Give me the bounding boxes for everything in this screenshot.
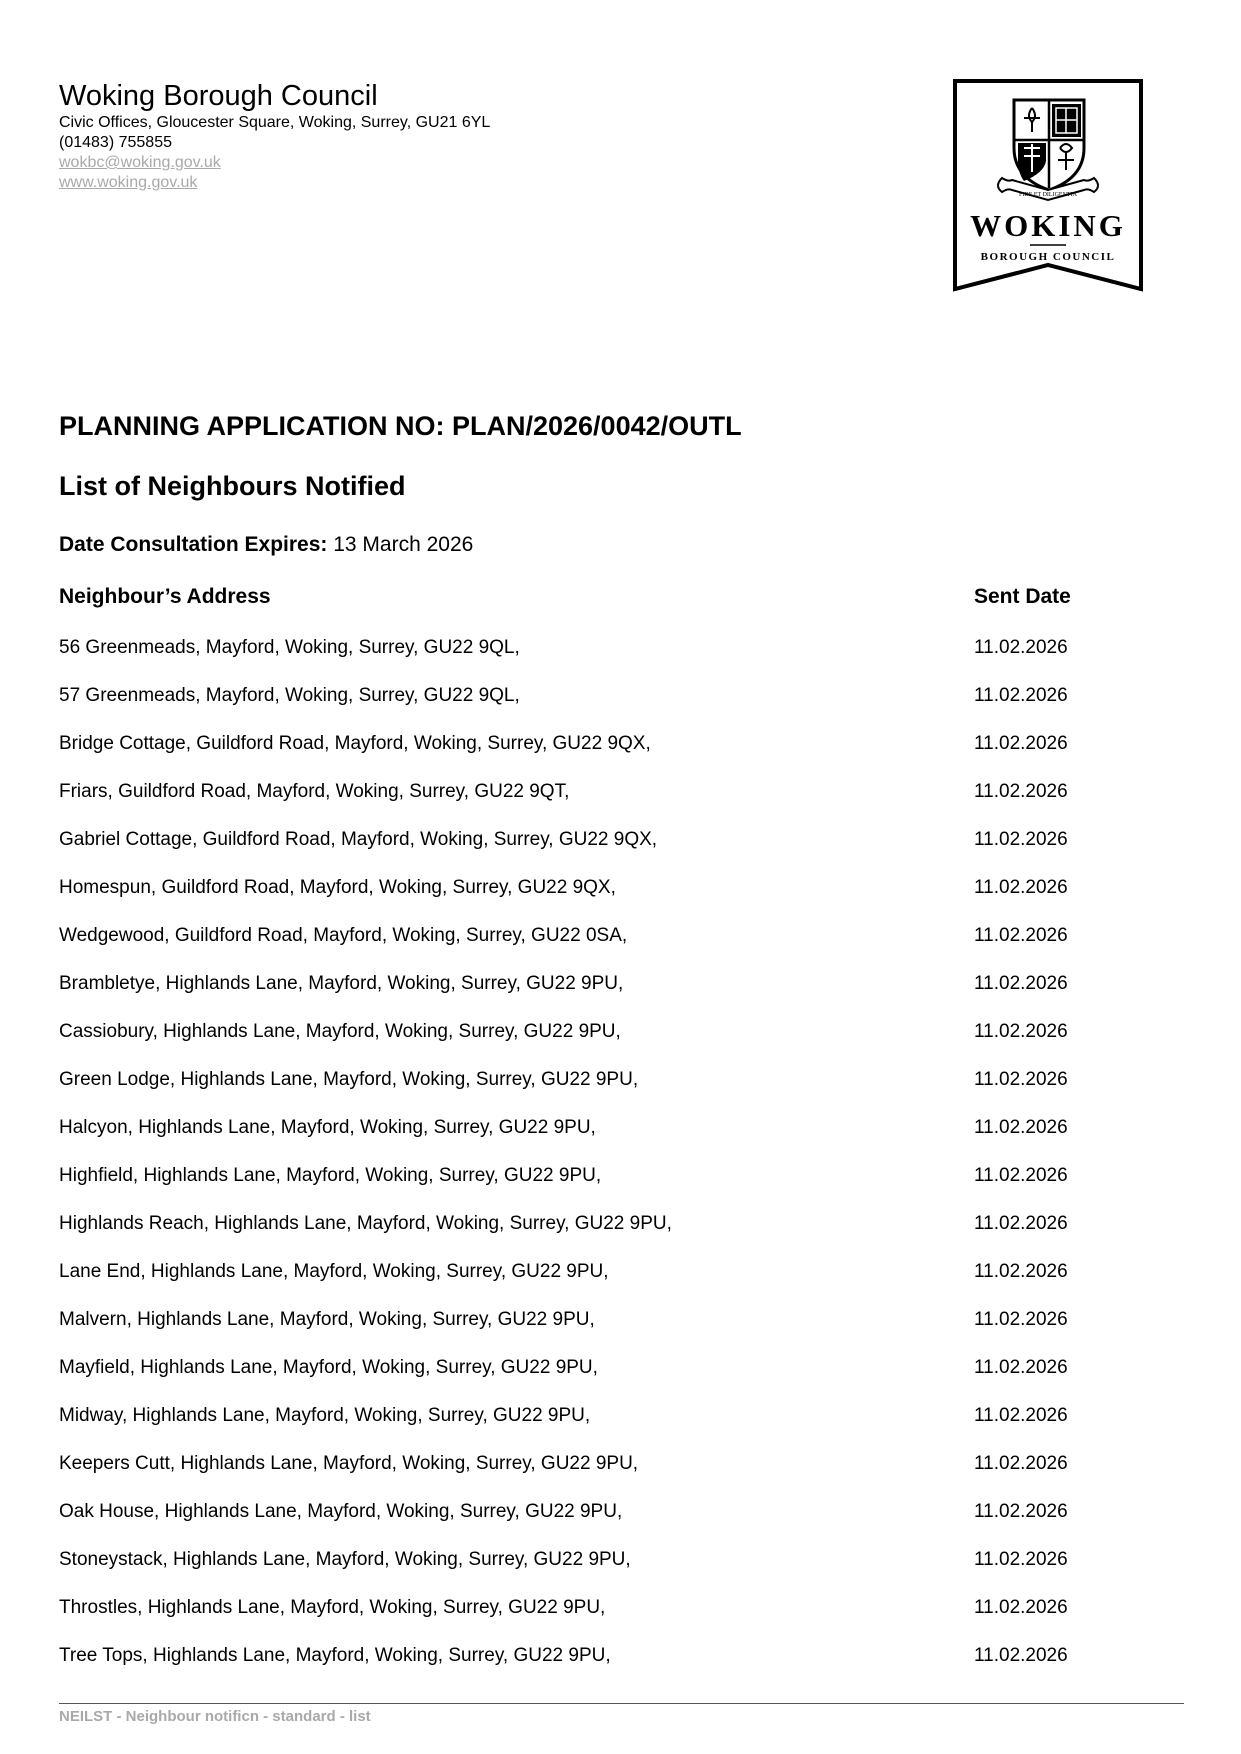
sent-date-column-header: Sent Date	[974, 585, 1071, 608]
sent-date: 11.02.2026	[974, 925, 1068, 946]
table-row	[59, 1212, 1179, 1260]
sent-date: 11.02.2026	[974, 1213, 1068, 1234]
table-row	[59, 924, 1179, 972]
table-row	[59, 1596, 1179, 1644]
neighbour-address: Homespun, Guildford Road, Mayford, Woking, Surrey, GU22 9QX,	[59, 877, 616, 898]
table-row	[59, 972, 1179, 1020]
sent-date: 11.02.2026	[974, 1309, 1068, 1330]
table-row	[59, 684, 1179, 732]
neighbour-address: Tree Tops, Highlands Lane, Mayford, Woking, Surrey, GU22 9PU,	[59, 1645, 611, 1666]
neighbour-address: Highfield, Highlands Lane, Mayford, Woking, Surrey, GU22 9PU,	[59, 1165, 602, 1186]
neighbour-address: Green Lodge, Highlands Lane, Mayford, Woking, Surrey, GU22 9PU,	[59, 1069, 639, 1090]
sent-date: 11.02.2026	[974, 1165, 1068, 1186]
sent-date: 11.02.2026	[974, 733, 1068, 754]
neighbour-address: Oak House, Highlands Lane, Mayford, Woking, Surrey, GU22 9PU,	[59, 1501, 623, 1522]
sent-date: 11.02.2026	[974, 1597, 1068, 1618]
table-row	[59, 1068, 1179, 1116]
table-row	[59, 636, 1179, 684]
table-row	[59, 1020, 1179, 1068]
sent-date: 11.02.2026	[974, 877, 1068, 898]
logo-subtitle: BOROUGH COUNCIL	[980, 251, 1116, 263]
sent-date: 11.02.2026	[974, 1453, 1068, 1474]
sent-date: 11.02.2026	[974, 1405, 1068, 1426]
table-row	[59, 1308, 1179, 1356]
neighbour-address: 57 Greenmeads, Mayford, Woking, Surrey, GU22 9QL,	[59, 685, 520, 706]
sent-date: 11.02.2026	[974, 1645, 1068, 1666]
table-row	[59, 732, 1179, 780]
neighbour-address: Gabriel Cottage, Guildford Road, Mayford, Woking, Surrey, GU22 9QX,	[59, 829, 658, 850]
council-email-link[interactable]: wokbc@woking.gov.uk	[59, 154, 221, 171]
address-column-header: Neighbour’s Address	[59, 585, 271, 608]
council-address: Civic Offices, Gloucester Square, Woking, Surrey, GU21 6YL	[59, 114, 491, 131]
neighbour-address: Midway, Highlands Lane, Mayford, Woking, Surrey, GU22 9PU,	[59, 1405, 591, 1426]
sent-date: 11.02.2026	[974, 685, 1068, 706]
neighbour-address: 56 Greenmeads, Mayford, Woking, Surrey, GU22 9QL,	[59, 637, 520, 658]
sent-date: 11.02.2026	[974, 1069, 1068, 1090]
footer-divider	[59, 1703, 1184, 1704]
council-contact-block	[59, 79, 490, 193]
council-logo	[952, 78, 1144, 296]
sent-date: 11.02.2026	[974, 1357, 1068, 1378]
neighbour-address: Highlands Reach, Highlands Lane, Mayford, Woking, Surrey, GU22 9PU,	[59, 1213, 672, 1234]
council-phone: (01483) 755855	[59, 134, 172, 151]
table-row	[59, 828, 1179, 876]
sent-date: 11.02.2026	[974, 829, 1068, 850]
neighbour-address: Stoneystack, Highlands Lane, Mayford, Woking, Surrey, GU22 9PU,	[59, 1549, 631, 1570]
council-name: Woking Borough Council	[59, 80, 378, 112]
neighbour-address: Lane End, Highlands Lane, Mayford, Woking, Surrey, GU22 9PU,	[59, 1261, 609, 1282]
sent-date: 11.02.2026	[974, 637, 1068, 658]
table-row	[59, 876, 1179, 924]
neighbour-address: Halcyon, Highlands Lane, Mayford, Woking, Surrey, GU22 9PU,	[59, 1117, 596, 1138]
table-row	[59, 1404, 1179, 1452]
expiry-date: 13 March 2026	[333, 533, 474, 556]
list-title: List of Neighbours Notified	[59, 471, 406, 501]
neighbour-address: Keepers Cutt, Highlands Lane, Mayford, Woking, Surrey, GU22 9PU,	[59, 1453, 639, 1474]
neighbour-address: Malvern, Highlands Lane, Mayford, Woking, Surrey, GU22 9PU,	[59, 1309, 595, 1330]
footer-reference: NEILST - Neighbour notificn - standard - list	[59, 1708, 371, 1725]
neighbour-address: Wedgewood, Guildford Road, Mayford, Woking, Surrey, GU22 0SA,	[59, 925, 628, 946]
sent-date: 11.02.2026	[974, 1549, 1068, 1570]
table-row	[59, 1548, 1179, 1596]
table-row	[59, 780, 1179, 828]
planning-application-number: PLANNING APPLICATION NO: PLAN/2026/0042/OUTL	[59, 411, 742, 441]
table-row	[59, 1116, 1179, 1164]
sent-date: 11.02.2026	[974, 1021, 1068, 1042]
neighbour-address: Brambletye, Highlands Lane, Mayford, Woking, Surrey, GU22 9PU,	[59, 973, 624, 994]
consultation-expiry	[59, 532, 473, 558]
table-row	[59, 1452, 1179, 1500]
neighbour-address: Bridge Cottage, Guildford Road, Mayford, Woking, Surrey, GU22 9QX,	[59, 733, 651, 754]
woking-borough-council-crest-icon	[952, 78, 1144, 296]
sent-date: 11.02.2026	[974, 1261, 1068, 1282]
expiry-label: Date Consultation Expires:	[59, 533, 328, 556]
neighbour-address: Mayfield, Highlands Lane, Mayford, Woking, Surrey, GU22 9PU,	[59, 1357, 598, 1378]
sent-date: 11.02.2026	[974, 1117, 1068, 1138]
table-row	[59, 1164, 1179, 1212]
table-row	[59, 1500, 1179, 1548]
table-row	[59, 1260, 1179, 1308]
table-row	[59, 1644, 1179, 1692]
table-row	[59, 1356, 1179, 1404]
neighbour-address: Throstles, Highlands Lane, Mayford, Woking, Surrey, GU22 9PU,	[59, 1597, 606, 1618]
neighbour-address: Cassiobury, Highlands Lane, Mayford, Woking, Surrey, GU22 9PU,	[59, 1021, 621, 1042]
sent-date: 11.02.2026	[974, 781, 1068, 802]
neighbour-list	[59, 636, 1179, 1692]
sent-date: 11.02.2026	[974, 973, 1068, 994]
council-website-link[interactable]: www.woking.gov.uk	[59, 174, 198, 191]
logo-wordmark: WOKING	[970, 208, 1126, 243]
logo-motto: FIDE ET DILIGENTIA	[1019, 192, 1077, 198]
neighbour-address: Friars, Guildford Road, Mayford, Woking, Surrey, GU22 9QT,	[59, 781, 570, 802]
sent-date: 11.02.2026	[974, 1501, 1068, 1522]
